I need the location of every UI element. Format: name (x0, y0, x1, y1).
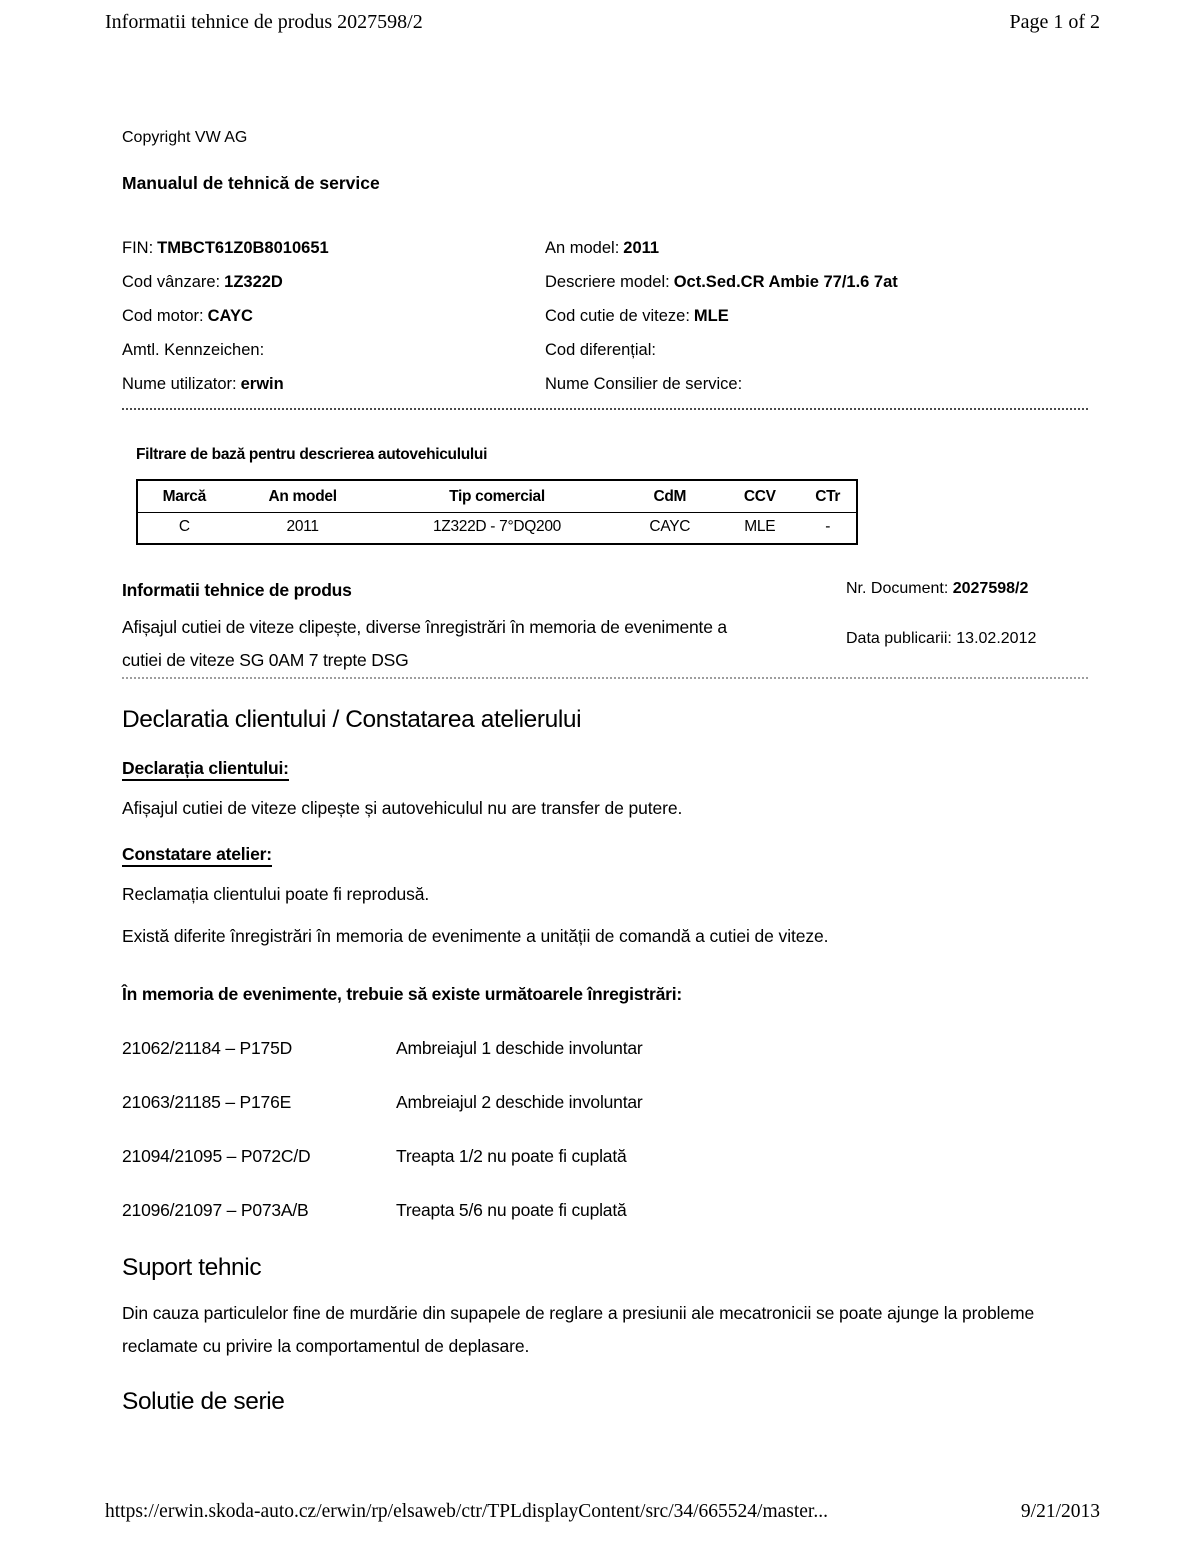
header-document-title: Informatii tehnice de produs 2027598/2 (105, 11, 423, 33)
field-value: erwin (240, 375, 284, 393)
cell-cdm: CAYC (649, 518, 691, 535)
technical-support-heading: Suport tehnic (122, 1254, 262, 1281)
field-value: 2011 (623, 239, 660, 257)
publication-date-row (846, 629, 1088, 649)
tech-info-left (122, 579, 754, 677)
field-value: 1Z322D (224, 273, 283, 291)
field-label: Nume Consilier de service: (545, 375, 743, 393)
client-statement-heading (122, 757, 1088, 779)
event-code-description: Treapta 5/6 nu poate fi cuplată (396, 1200, 627, 1220)
document-number-value: 2027598/2 (952, 580, 1029, 597)
workshop-paragraph-1: Reclamația clientului poate fi reprodusă. (122, 884, 430, 904)
print-footer (105, 1500, 1100, 1524)
vehicle-fields (122, 238, 1088, 394)
manual-title: Manualul de tehnică de service (122, 173, 380, 193)
document-number-row (846, 579, 1088, 599)
vehicle-filter-table (136, 479, 858, 545)
field-label: Descriere model: (545, 273, 670, 291)
event-code-description: Treapta 1/2 nu poate fi cuplată (396, 1146, 627, 1166)
field-label: Cod diferențial: (545, 341, 656, 359)
tech-info-description: Afișajul cutiei de viteze clipește, diverse înregistrări în memoria de evenimente a cutiei de viteze SG 0AM 7 trepte DSG (122, 617, 727, 670)
cell-an-model: 2011 (286, 518, 319, 535)
col-header-an-model: An model (231, 480, 375, 513)
footer-source-url: https://erwin.skoda-auto.cz/erwin/rp/elsaweb/ctr/TPLdisplayContent/src/34/665524/master... (105, 1501, 828, 1522)
document-number-label: Nr. Document: (846, 580, 949, 597)
event-code: 21063/21185 – P176E (122, 1092, 292, 1112)
col-header-cdm: CdM (619, 480, 720, 513)
tech-info-title: Informatii tehnice de produs (122, 580, 352, 600)
field-cod-motor (122, 306, 545, 326)
copyright-notice: Copyright VW AG (122, 129, 248, 146)
dotted-divider-bottom (122, 677, 1088, 679)
cell-ctr: - (825, 518, 831, 535)
field-an-model (545, 238, 1088, 258)
event-code: 21096/21097 – P073A/B (122, 1200, 309, 1220)
field-fin (122, 238, 545, 258)
col-header-ccv: CCV (720, 480, 799, 513)
header-page-indicator: Page 1 of 2 (1009, 11, 1100, 33)
event-code-row (122, 1037, 1088, 1059)
col-header-tip-comercial: Tip comercial (375, 480, 620, 513)
field-amtl-kennzeichen (122, 340, 545, 360)
technical-support-text: Din cauza particulelor fine de murdărie din supapele de reglare a presiunii ale mecatronicii se poate ajunge la probleme reclamate cu privire la comportamentul de deplasare. (122, 1303, 1035, 1356)
main-section-heading: Declaratia clientului / Constatarea atelierului (122, 706, 582, 733)
field-nume-consilier (545, 374, 1088, 394)
field-value: TMBCT61Z0B8010651 (157, 239, 329, 257)
event-code-row (122, 1199, 1088, 1221)
field-label: FIN: (122, 239, 154, 257)
field-value: Oct.Sed.CR Ambie 77/1.6 7at (673, 273, 898, 291)
event-code-description: Ambreiajul 1 deschide involuntar (396, 1038, 643, 1058)
table-header-row (137, 480, 857, 513)
publication-date-label: Data publicarii: (846, 630, 952, 647)
event-memory-intro: În memoria de evenimente, trebuie să existe următoarele înregistrări: (122, 984, 683, 1004)
field-label: Amtl. Kennzeichen: (122, 341, 265, 359)
field-value: CAYC (207, 307, 253, 325)
event-code-row (122, 1091, 1088, 1113)
workshop-finding-heading (122, 843, 1088, 865)
field-label: Cod vânzare: (122, 273, 221, 291)
table-row (137, 513, 857, 545)
cell-tip-comercial: 1Z322D - 7°DQ200 (432, 518, 562, 535)
event-code: 21062/21184 – P175D (122, 1038, 293, 1058)
field-label: An model: (545, 239, 620, 257)
field-nume-utilizator (122, 374, 545, 394)
col-header-marca: Marcă (137, 480, 231, 513)
footer-print-date: 9/21/2013 (1020, 1501, 1100, 1522)
client-statement-text: Afișajul cutiei de viteze clipește și autovehiculul nu are transfer de putere. (122, 798, 683, 818)
publication-date-value: 13.02.2012 (956, 630, 1037, 647)
event-code-row (122, 1145, 1088, 1167)
workshop-paragraph-2: Există diferite înregistrări în memoria de evenimente a unității de comandă a cutiei de viteze. (122, 926, 829, 946)
event-code-description: Ambreiajul 2 deschide involuntar (396, 1092, 643, 1112)
tech-info-meta (846, 579, 1088, 649)
field-label: Cod cutie de viteze: (545, 307, 690, 325)
series-solution-heading: Solutie de serie (122, 1388, 285, 1415)
col-header-ctr: CTr (799, 480, 857, 513)
tech-info-section (122, 579, 1088, 677)
field-label: Nume utilizator: (122, 375, 237, 393)
event-code: 21094/21095 – P072C/D (122, 1146, 311, 1166)
event-code-list (122, 1037, 1088, 1221)
field-cod-cutie-viteze (545, 306, 1088, 326)
field-descriere-model (545, 272, 1088, 292)
cell-marca: C (178, 518, 190, 535)
field-label: Cod motor: (122, 307, 204, 325)
filter-section-title: Filtrare de bază pentru descrierea autovehiculului (136, 446, 488, 463)
cell-ccv: MLE (744, 518, 776, 535)
workshop-finding-heading-text: Constatare atelier: (122, 844, 272, 867)
dotted-divider-top (122, 408, 1088, 410)
field-value: MLE (693, 307, 729, 325)
field-cod-diferential (545, 340, 1088, 360)
client-statement-heading-text: Declarația clientului: (122, 758, 289, 781)
field-cod-vanzare (122, 272, 545, 292)
